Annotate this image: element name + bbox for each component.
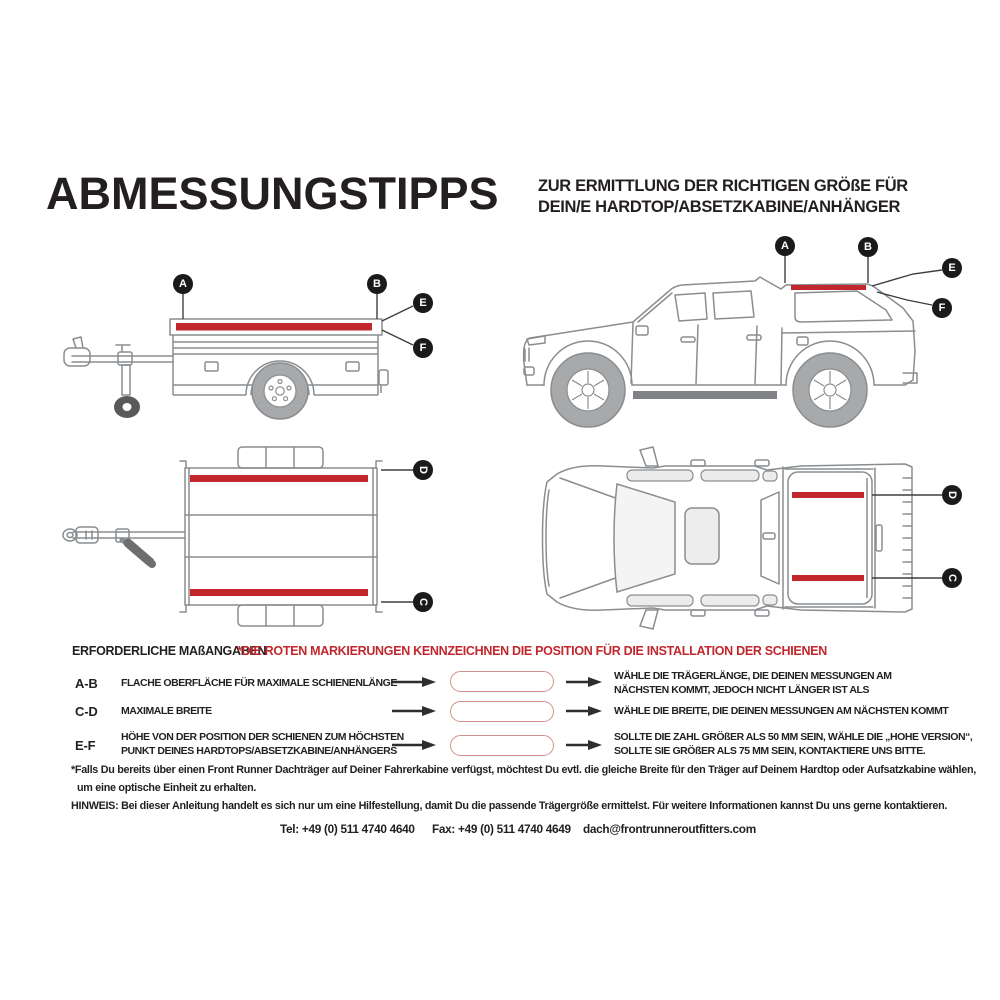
svg-text:D: D bbox=[946, 491, 958, 499]
rail-position-marking bbox=[792, 575, 864, 581]
marker-b bbox=[858, 237, 878, 257]
red-markings-note: *DIE ROTEN MARKIERUNGEN KENNZEICHNEN DIE POSITION FÜR DIE INSTALLATION DER SCHIENEN bbox=[237, 644, 827, 658]
truck-top-body bbox=[543, 460, 913, 616]
measurement-blank-pill-cd bbox=[450, 701, 554, 722]
svg-text:E: E bbox=[948, 262, 956, 274]
marker-c bbox=[942, 568, 962, 588]
footnote-line-1: *Falls Du bereits über einen Front Runner Dachträger auf Deiner Fahrerkabine verfügst, möchtest Du evtl. die gleiche Breite für den Träger auf Deinem Hardtop oder Aufsatzkabine wählen, bbox=[71, 764, 976, 776]
arrow-right-icon bbox=[392, 705, 436, 717]
marker-e bbox=[942, 258, 962, 278]
arrow-right-icon bbox=[566, 705, 602, 717]
svg-text:B: B bbox=[864, 241, 872, 253]
marker-a bbox=[775, 236, 795, 256]
svg-text:B: B bbox=[373, 278, 381, 290]
trailer-wheel bbox=[252, 363, 308, 419]
row-description-ef: HÖHE VON DER POSITION DER SCHIENEN ZUM HÖCHSTEN PUNKT DEINES HARDTOPS/ABSETZKABINE/ANHÄNGERS bbox=[121, 731, 404, 757]
windshield bbox=[614, 484, 675, 592]
rail-position-marking bbox=[190, 589, 368, 596]
trailer-side-view-illustration bbox=[60, 258, 460, 443]
footnote-line-2: um eine optische Einheit zu erhalten. bbox=[77, 782, 257, 794]
rail-position-marking bbox=[792, 492, 864, 498]
contact-email: dach@frontrunneroutfitters.com bbox=[583, 822, 756, 836]
svg-text:E: E bbox=[419, 297, 427, 309]
truck-top-view-illustration bbox=[505, 438, 975, 638]
row-instruction-ef: SOLLTE DIE ZAHL GRÖßER ALS 50 MM SEIN, WÄHLE DIE „HOHE VERSION“, SOLLTE SIE GRÖßER ALS 75 MM SEIN, KONTAKTIERE UNS BITTE. bbox=[614, 731, 973, 757]
truck-rear-wheel bbox=[793, 353, 867, 427]
contact-phone: Tel: +49 (0) 511 4740 4640 bbox=[280, 822, 415, 836]
arrow-right-icon bbox=[566, 676, 602, 688]
arrow-right-icon bbox=[566, 739, 602, 751]
row-label-ab: A-B bbox=[75, 676, 98, 691]
trailer-top-view-illustration bbox=[58, 443, 458, 643]
svg-text:A: A bbox=[781, 240, 789, 252]
trailer-top-body bbox=[63, 447, 382, 626]
marker-d bbox=[413, 460, 433, 480]
marker-b bbox=[367, 274, 387, 294]
running-board bbox=[633, 391, 777, 399]
row-instruction-ab: WÄHLE DIE TRÄGERLÄNGE, DIE DEINEN MESSUNGEN AM NÄCHSTEN KOMMT, JEDOCH NICHT LÄNGER IST ALS bbox=[614, 670, 892, 696]
svg-text:F: F bbox=[419, 342, 427, 354]
svg-text:C: C bbox=[946, 574, 958, 582]
jockey-wheel bbox=[114, 396, 140, 418]
marker-f bbox=[413, 338, 433, 358]
sunroof bbox=[685, 508, 719, 564]
rail-position-marking bbox=[190, 475, 368, 482]
measurement-blank-pill-ab bbox=[450, 671, 554, 692]
marker-f bbox=[932, 298, 952, 318]
truck-side-view-illustration bbox=[505, 233, 975, 433]
canopy-roof bbox=[788, 472, 872, 604]
svg-text:D: D bbox=[417, 466, 429, 474]
rail-position-marking bbox=[791, 285, 866, 290]
subtitle-line-2: DEIN/E HARDTOP/ABSETZKABINE/ANHÄNGER bbox=[538, 198, 901, 216]
trailer-drawbar bbox=[64, 337, 173, 395]
row-label-cd: C-D bbox=[75, 704, 98, 719]
hinweis-note: HINWEIS: Bei dieser Anleitung handelt es sich nur um eine Hilfestellung, damit Du die passende Trägergröße ermittelst. Für weitere Informationen kannst Du uns gerne kontaktieren. bbox=[71, 800, 948, 812]
rail-position-marking bbox=[176, 323, 372, 331]
arrow-right-icon bbox=[392, 676, 436, 688]
marker-a bbox=[173, 274, 193, 294]
marker-leader-lines bbox=[381, 470, 413, 602]
marker-e bbox=[413, 293, 433, 313]
contact-fax: Fax: +49 (0) 511 4740 4649 bbox=[432, 822, 571, 836]
marker-leader-lines bbox=[785, 256, 942, 305]
svg-text:C: C bbox=[417, 598, 429, 606]
row-label-ef: E-F bbox=[75, 738, 96, 753]
marker-c bbox=[413, 592, 433, 612]
page-title: ABMESSUNGSTIPPS bbox=[46, 168, 499, 219]
page-subtitle bbox=[538, 176, 908, 218]
svg-text:F: F bbox=[938, 302, 946, 314]
row-description-ab: FLACHE OBERFLÄCHE FÜR MAXIMALE SCHIENENLÄNGE bbox=[121, 677, 397, 689]
row-instruction-cd: WÄHLE DIE BREITE, DIE DEINEN MESSUNGEN AM NÄCHSTEN KOMMT bbox=[614, 705, 949, 717]
subtitle-line-1: ZUR ERMITTLUNG DER RICHTIGEN GRÖßE FÜR bbox=[538, 177, 908, 195]
marker-d bbox=[942, 485, 962, 505]
handbrake-lever bbox=[122, 540, 156, 568]
truck-front-wheel bbox=[551, 353, 625, 427]
measurement-blank-pill-ef bbox=[450, 735, 554, 756]
measurements-heading: ERFORDERLICHE MAßANGABEN bbox=[72, 644, 267, 658]
svg-text:A: A bbox=[179, 278, 187, 290]
arrow-right-icon bbox=[392, 739, 436, 751]
row-description-cd: MAXIMALE BREITE bbox=[121, 705, 212, 717]
